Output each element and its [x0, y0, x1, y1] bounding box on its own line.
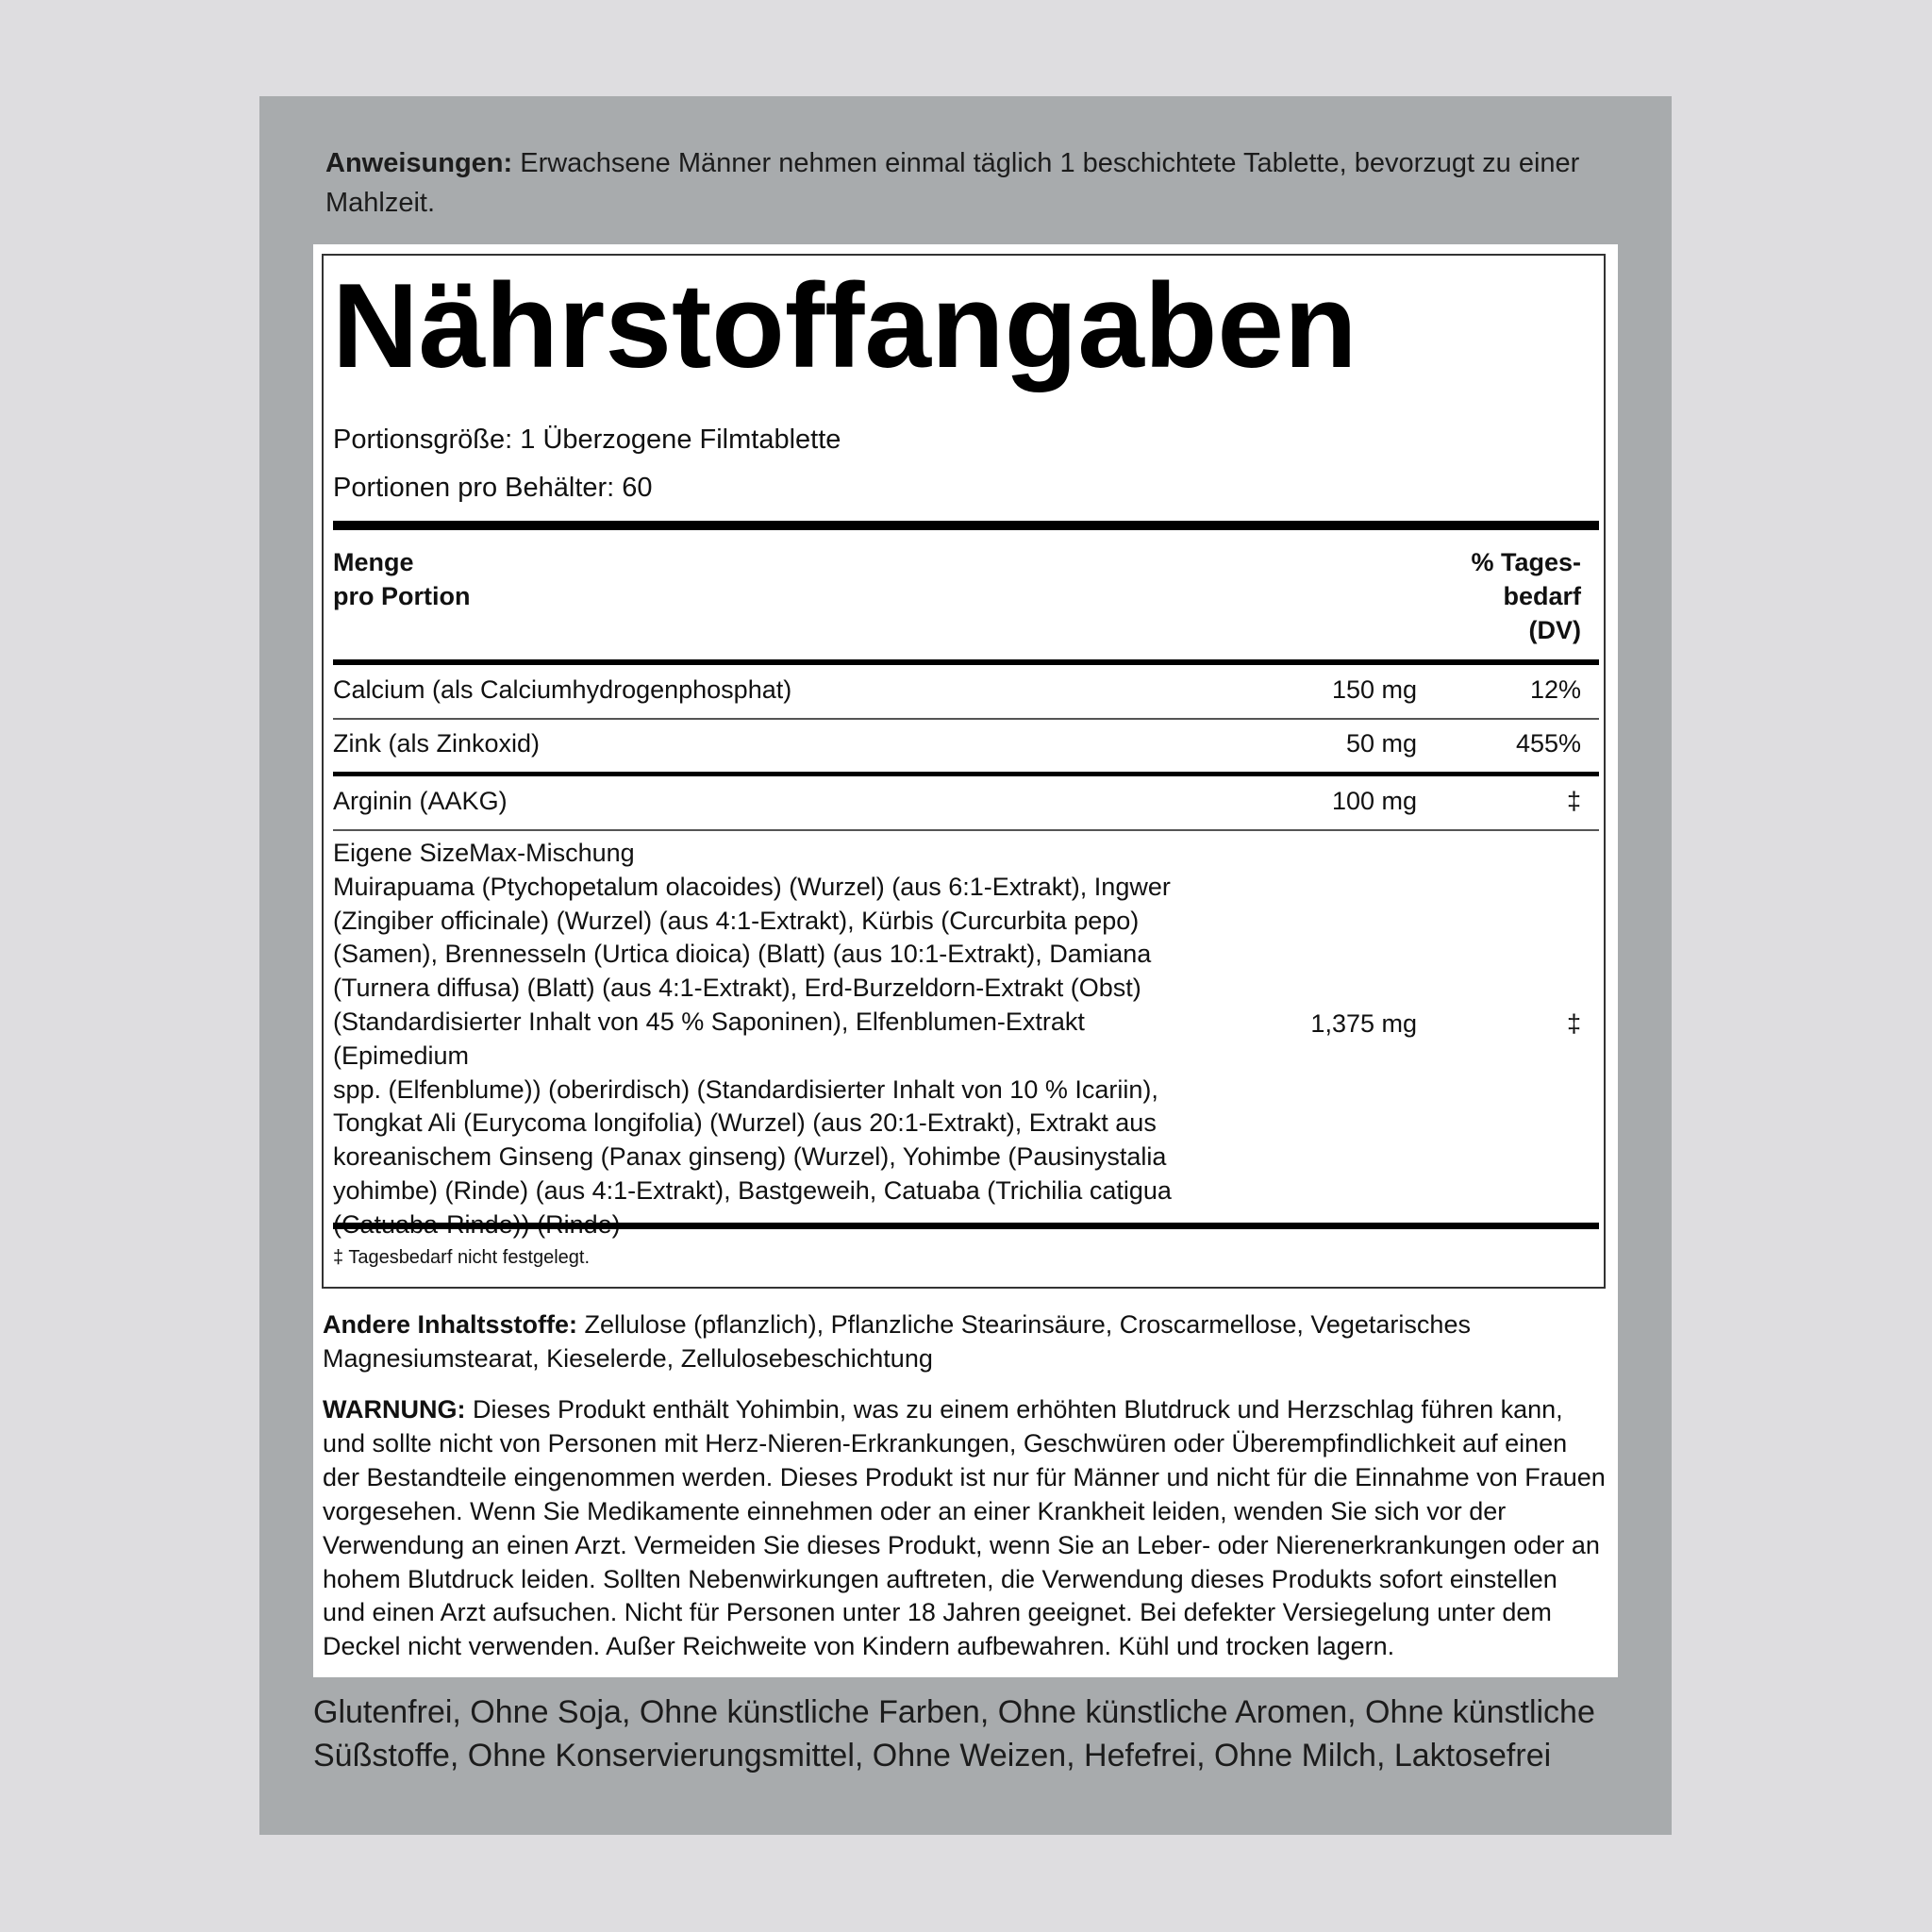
- warning: [323, 1393, 1606, 1664]
- facts-title: Nährstoffangaben: [332, 258, 1357, 392]
- nutrient-amount: 150 mg: [1331, 675, 1417, 704]
- blend-line: (Samen), Brennesseln (Urtica dioica) (Blatt) (aus 10:1-Extrakt), Damiana: [333, 940, 1152, 969]
- warning-text: Dieses Produkt enthält Yohimbin, was zu einem erhöhten Blutdruck und Herzschlag führen kann, und sollte nicht von Personen mit Herz-Nieren-Erkrankungen, Geschwüren oder Überempfindlichkeit auf einen der Bestandteile eingenommen werden. Dieses Produkt ist nur für Männer und nicht für die Einnahme von Frauen vorgesehen. Wenn Sie Medikamente einnehmen oder an einer Krankheit leiden, wenden Sie sich vor der Verwendung an einen Arzt. Vermeiden Sie dieses Produkt, wenn Sie an Leber- oder Nierenerkrankungen oder an hohem Blutdruck leiden. Sollten Nebenwirkungen auftreten, die Verwendung dieses Produkts sofort einstellen und einen Arzt aufsuchen. Nicht für Personen unter 18 Jahren geeignet. Bei defekter Versiegelung unter dem Deckel nicht verwenden. Außer Reichweite von Kindern aufbewahren. Kühl und trocken lagern.: [323, 1395, 1606, 1661]
- blend-title: Eigene SizeMax-Mischung: [333, 839, 635, 867]
- header-amount: Menge pro Portion: [333, 548, 471, 610]
- nutrient-amount: 100 mg: [1331, 787, 1417, 815]
- nutrient-amount: 50 mg: [1345, 729, 1417, 758]
- directions-body: Erwachsene Männer nehmen einmal täglich 1 beschichtete Tablette, bevorzugt zu einer Mahlzeit.: [325, 148, 1580, 218]
- medium-rule: [333, 659, 1599, 665]
- nutrient-dv: 12%: [1529, 675, 1581, 704]
- directions-label: Anweisungen:: [325, 148, 513, 178]
- servings-per-container: Portionen pro Behälter: 60: [333, 473, 653, 503]
- blend-line: Muirapuama (Ptychopetalum olacoides) (Wurzel) (aus 6:1-Extrakt), Ingwer: [333, 872, 1171, 901]
- thick-rule: [333, 521, 1599, 530]
- footnote: ‡ Tagesbedarf nicht festgelegt.: [333, 1247, 591, 1268]
- other-ingredients-text: Zellulose (pflanzlich), Pflanzliche Stearinsäure, Croscarmellose, Vegetarisches Magnesiumstearat, Kieselerde, Zellulosebeschichtung: [323, 1310, 1471, 1373]
- nutrient-dv: 455%: [1515, 729, 1581, 758]
- blend-dv: ‡: [1566, 1009, 1581, 1038]
- blend-amount: 1,375 mg: [1310, 1009, 1417, 1038]
- serving-size: Portionsgröße: 1 Überzogene Filmtablette: [333, 425, 841, 455]
- nutrient-name: Arginin (AAKG): [333, 787, 508, 815]
- row-divider: [333, 829, 1599, 831]
- directions-text: [325, 143, 1590, 223]
- nutrient-name: Zink (als Zinkoxid): [333, 729, 541, 758]
- blend-line: spp. (Elfenblume)) (oberirdisch) (Standardisierter Inhalt von 10 % Icariin),: [333, 1074, 1158, 1104]
- nutrient-dv: ‡: [1566, 787, 1581, 815]
- other-ingredients-label: Andere Inhaltsstoffe:: [323, 1310, 578, 1339]
- warning-label: WARNUNG:: [323, 1395, 466, 1424]
- blend-description: [333, 837, 1182, 1242]
- blend-line: Tongkat Ali (Eurycoma longifolia) (Wurzel) (aus 20:1-Extrakt), Extrakt aus: [333, 1108, 1157, 1138]
- blend-line: (Standardisierter Inhalt von 45 % Saponinen), Elfenblumen-Extrakt (Epimedium: [333, 1007, 1085, 1070]
- blend-line: koreanischem Ginseng (Panax ginseng) (Wurzel), Yohimbe (Pausinystalia: [333, 1142, 1167, 1172]
- header-daily-value: % Tages- bedarf (DV): [1471, 548, 1581, 644]
- row-divider: [333, 718, 1599, 720]
- other-ingredients: [323, 1307, 1606, 1375]
- nutrient-name: Calcium (als Calciumhydrogenphosphat): [333, 675, 792, 704]
- medium-rule: [333, 772, 1599, 776]
- free-from-claims: Glutenfrei, Ohne Soja, Ohne künstliche Farben, Ohne künstliche Aromen, Ohne künstliche Süßstoffe, Ohne Konservierungsmittel, Ohne Weizen, Hefefrei, Ohne Milch, Laktosefrei: [313, 1694, 1595, 1774]
- thick-rule-bottom: [333, 1223, 1599, 1229]
- blend-line: (Turnera diffusa) (Blatt) (aus 4:1-Extrakt), Erd-Burzeldorn-Extrakt (Obst): [333, 974, 1141, 1003]
- blend-line: (Zingiber officinale) (Wurzel) (aus 4:1-Extrakt), Kürbis (Curcurbita pepo): [333, 906, 1140, 935]
- blend-line: yohimbe) (Rinde) (aus 4:1-Extrakt), Bastgeweih, Catuaba (Trichilia catigua: [333, 1175, 1172, 1205]
